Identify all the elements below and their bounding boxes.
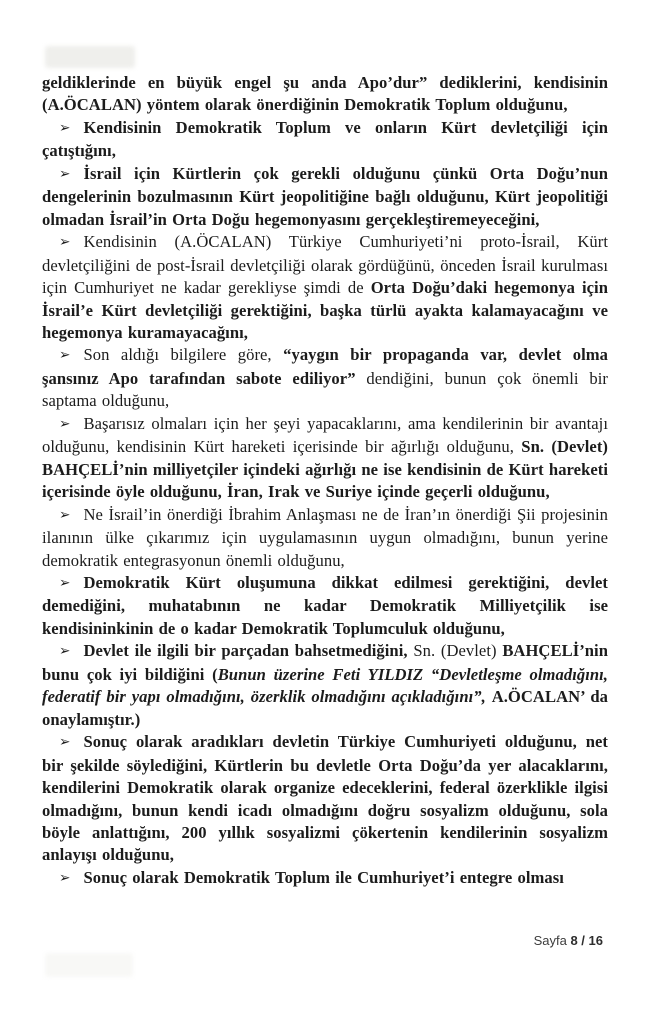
text-run: Son aldığı bilgilere göre,	[83, 345, 284, 365]
list-bullet-icon: ➢	[59, 734, 71, 751]
text-run: Demokratik Kürt oluşumuna dikkat edilmesi gerektiğini, devlet demediğini, muhatabının ne kadar Demokratik Milliyetçilik ise kendisininkinin de o kadar Demokratik Toplumculuk olduğunu,	[42, 572, 608, 638]
list-paragraph	[42, 117, 608, 163]
text-run: Devlet ile ilgili bir parçadan bahsetmediğini,	[83, 641, 414, 661]
list-bullet-icon: ➢	[59, 234, 71, 251]
text-run: Orta Doğu’daki hegemonya için İsrail’e Kürt devletçiliği gerektiğini, başka türlü ayakta kalamayacağını ve hegemonya kuramayacağını,	[42, 278, 608, 342]
text-run: BAHÇELİ’nin bunu çok iyi bildiğini (	[42, 641, 608, 684]
list-paragraph	[42, 504, 608, 572]
list-paragraph	[42, 640, 608, 731]
text-run: Ne İsrail’in önerdiği İbrahim Anlaşması ne de İran’ın önerdiği Şii projesinin ilanının ülke çıkarımız için uygulamasının uygun olmadığını, bunun yerine demokratik entegrasyonun önemli olduğunu,	[42, 504, 608, 570]
document-body	[42, 72, 608, 890]
list-paragraph	[42, 572, 608, 640]
text-run: A.ÖCALAN’ da onaylamıştır.)	[42, 687, 608, 729]
list-paragraph	[42, 413, 608, 504]
page-number: 8 / 16	[570, 933, 603, 948]
scan-smudge-top	[45, 46, 135, 68]
text-run: İsrail için Kürtlerin çok gerekli olduğunu çünkü Orta Doğu’nun dengelerinin bozulmasının Kürt jeopolitiğine bağlı olduğunu, Kürt jeopolitiği olmadan İsrail’in Orta Doğu hegemonyasını gerçekleştiremeyeceğini,	[42, 163, 608, 229]
list-paragraph	[42, 344, 608, 412]
list-bullet-icon: ➢	[59, 506, 71, 523]
list-bullet-icon: ➢	[59, 869, 71, 886]
list-bullet-icon: ➢	[59, 347, 71, 364]
text-run: Sonuç olarak Demokratik Toplum ile Cumhuriyet’i entegre olması	[83, 867, 564, 887]
list-bullet-icon: ➢	[59, 415, 71, 432]
list-paragraph	[42, 163, 608, 231]
text-run: Sn. (Devlet) BAHÇELİ’nin milliyetçiler içindeki ağırlığı ne ise kendisinin de Kürt hareketi içerisinde öyle olduğunu, İran, Irak ve Suriye içinde geçerli olduğunu,	[42, 437, 608, 502]
page-footer	[534, 933, 603, 948]
text-run: Bunun üzerine Feti YILDIZ “Devletleşme olmadığını, federatif bir yapı olmadığını, özerklik olmadığını açıkladığını”,	[42, 664, 608, 707]
footer-label: Sayfa	[533, 933, 571, 948]
text-run: geldiklerinde en büyük engel şu anda Apo’dur” dediklerini, kendisinin (A.ÖCALAN) yöntem olarak önerdiğinin Demokratik Toplum olduğunu,	[42, 73, 608, 115]
scan-smudge-bottom	[45, 953, 133, 977]
text-run: dendiğini, bunun çok önemli bir saptama olduğunu,	[42, 368, 608, 411]
list-bullet-icon: ➢	[59, 574, 71, 591]
list-paragraph	[42, 231, 608, 344]
list-bullet-icon: ➢	[59, 643, 71, 660]
text-run: Kendisinin Demokratik Toplum ve onların Kürt devletçiliği için çatıştığını,	[42, 117, 608, 161]
list-paragraph	[42, 731, 608, 867]
text-run: Sn. (Devlet)	[413, 641, 503, 661]
text-run: Başarısız olmaları için her şeyi yapacaklarını, ama kendilerinin bir avantajı olduğunu, kendisinin Kürt hareketi içerisinde bir ağırlığı olduğunu,	[42, 413, 608, 457]
list-paragraph	[42, 867, 608, 890]
paragraph	[42, 72, 608, 117]
text-run: Sonuç olarak aradıkları devletin Türkiye Cumhuriyeti olduğunu, net bir şekilde söylediğini, Kürtlerin bu devletle Orta Doğu’da yer alacaklarını, kendilerini Demokratik olarak organize edeceklerini, federal özerklikle ilgisi olmadığını, bunun kendi icadı olmadığını doğru sosyalizm olduğunu, sola böyle anlattığını, 200 yıllık sosyalizmi çökertenin kendilerinin sosyalizm anlayışı olduğunu,	[42, 732, 608, 865]
text-run: “yaygın bir propaganda var, devlet olma şansınız Apo tarafından sabote ediliyor”	[42, 345, 609, 388]
list-bullet-icon: ➢	[59, 119, 71, 136]
list-bullet-icon: ➢	[59, 165, 71, 182]
text-run: Kendisinin (A.ÖCALAN) Türkiye Cumhuriyeti’ni proto-İsrail, Kürt devletçiliğini de post-İsrail devletçiliği olarak gördüğünü, önceden İsrail kurulması için Cumhuriyet ne kadar gerekliyse şimdi de	[42, 232, 608, 298]
